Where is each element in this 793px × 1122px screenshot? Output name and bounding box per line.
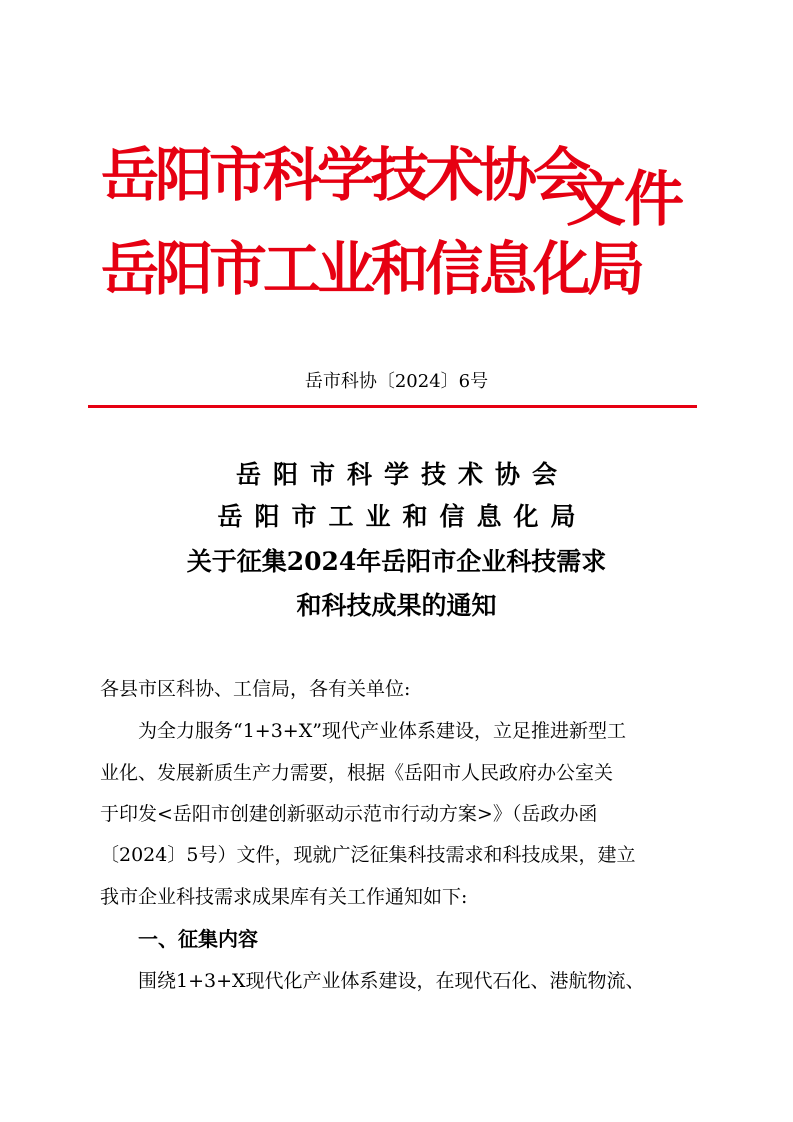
addressee: 各县市区科协、工信局，各有关单位: xyxy=(100,678,411,700)
title-org-1: 岳阳市科学技术协会 xyxy=(235,460,569,489)
document-number: 岳市科协〔2024〕6号 xyxy=(304,371,489,392)
paragraph-line: 于印发<岳阳市创建创新驱动示范市行动方案>》（岳政办函 xyxy=(100,803,598,825)
title-subject-1: 关于征集2024年岳阳市企业科技需求 xyxy=(186,547,607,576)
paragraph-line: 围绕1+3+X现代化产业体系建设，在现代石化、港航物流、 xyxy=(138,970,645,992)
document-type-label: 文件 xyxy=(566,165,682,235)
paragraph-line: 为全力服务“1+3+X”现代产业体系建设，立足推进新型工 xyxy=(138,720,626,742)
title-subject-2: 和科技成果的通知 xyxy=(296,591,497,620)
paragraph-line: 〔2024〕5号）文件，现就广泛征集科技需求和科技成果，建立 xyxy=(100,844,636,866)
title-org-2: 岳阳市工业和信息化局 xyxy=(217,502,588,531)
section-heading: 一、征集内容 xyxy=(138,927,258,951)
paragraph-line: 业化、发展新质生产力需要，根据《岳阳市人民政府办公室关 xyxy=(100,762,614,784)
issuing-org-2: 岳阳市工业和信息化局 xyxy=(101,235,642,303)
red-divider-line xyxy=(88,405,697,408)
issuing-org-1: 岳阳市科学技术协会 xyxy=(101,141,588,209)
paragraph-line: 我市企业科技需求成果库有关工作通知如下: xyxy=(100,886,468,908)
